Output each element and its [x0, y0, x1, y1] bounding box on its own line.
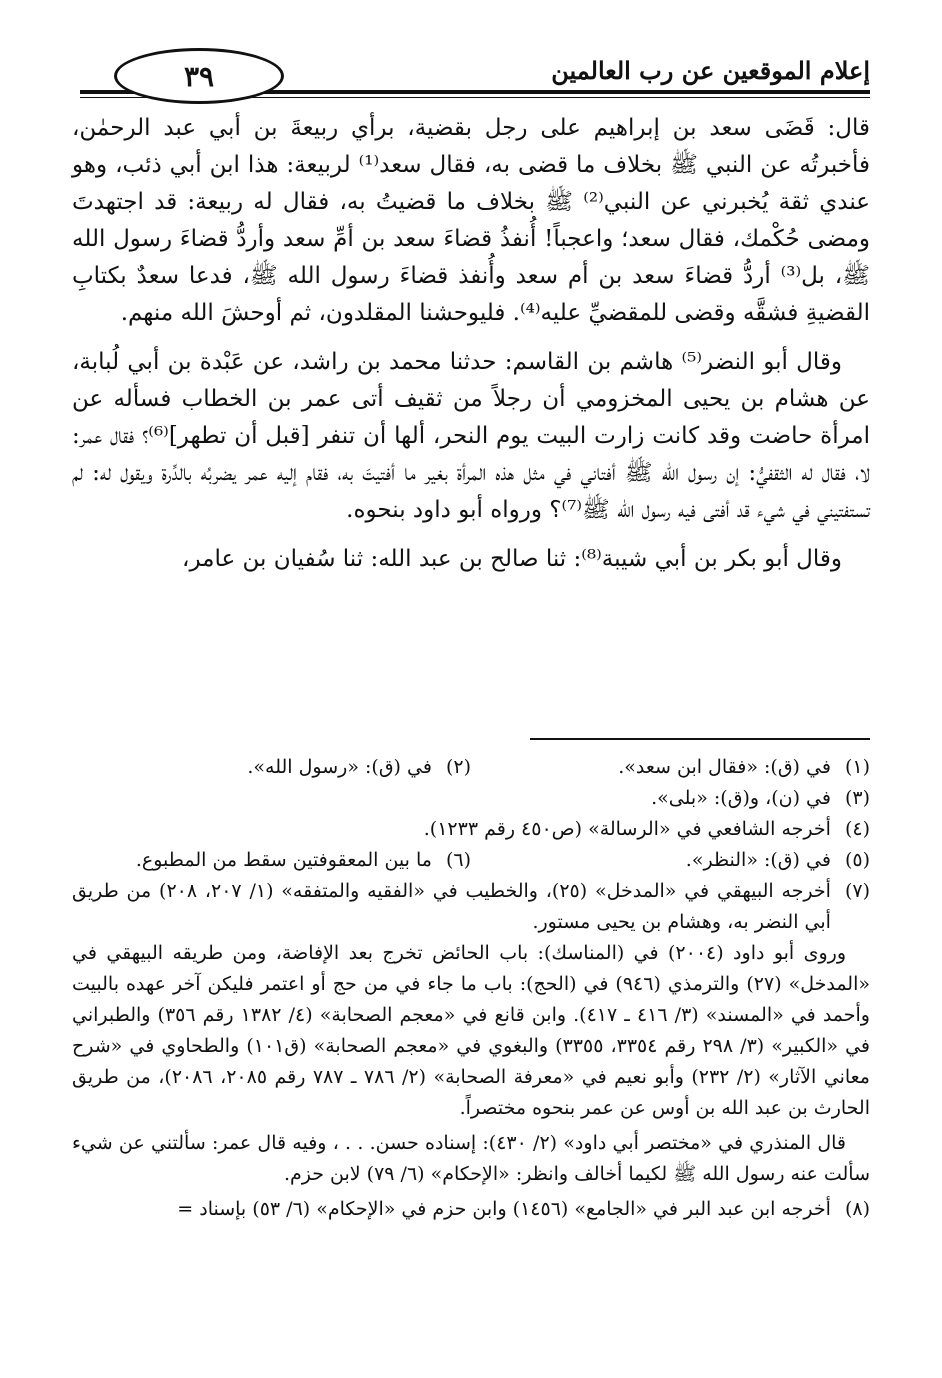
- footnote-1: [471, 752, 870, 783]
- footnote-text: في (ق): «رسول الله».: [247, 756, 432, 778]
- footnote-number: (١): [844, 756, 870, 778]
- footnote-number: (٦): [445, 849, 471, 871]
- footnote-row-5-6: [72, 845, 870, 876]
- footnote-text: أخرجه ابن عبد البر في «الجامع» (١٤٥٦) وابن حزم في «الإحكام» (٦/ ٥٣) بإسناد =: [177, 1198, 831, 1220]
- footnote-3: [72, 783, 870, 814]
- footnote-8: [72, 1194, 870, 1225]
- footnote-text: في (ن)، و(ق): «بلى».: [651, 787, 831, 809]
- footnote-number: (٢): [445, 756, 471, 778]
- footnote-6: [72, 845, 471, 876]
- footnote-text: ما بين المعقوفتين سقط من المطبوع.: [135, 849, 432, 871]
- footnote-number: (٥): [844, 849, 870, 871]
- footnote-7: [72, 876, 870, 938]
- footnote-text: في (ق): «النظر».: [685, 849, 831, 871]
- footnote-row-1-2: [72, 752, 870, 783]
- footnote-text: أخرجه البيهقي في «المدخل» (٢٥)، والخطيب في «الفقيه والمتفقه» (١/ ٢٠٧، ٢٠٨) من طريق أبي النضر به، وهشام بن يحيى مستور.: [72, 880, 831, 933]
- page-header: [80, 42, 870, 104]
- paragraph-2: وقال أبو النضر⁽⁵⁾ هاشم بن القاسم: حدثنا محمد بن راشد، عن عَبْدة بن أبي لُبابة، عن هشام بن يحيى المخزومي أن رجلاً من ثقيف أتى عمر بن الخطاب فسأله عن امرأة حاضت وقد كانت زارت البيت يوم النحر، ألها أن تنفر [قبل أن تطهر]⁽⁶⁾؟ فقال عمر: لا، فقال له الثقفيُّ: إن رسول الله ﷺ أفتاني في مثل هذه المرأة بغير ما أفتيتَ به، فقام إليه عمر يضربُه بالدِّرة ويقول له: لم تستفتيني في شيء قد أفتى فيه رسول الله ﷺ⁽⁷⁾؟ ورواه أبو داود بنحوه.: [72, 349, 870, 523]
- footnote-text: في (ق): «فقال ابن سعد».: [618, 756, 831, 778]
- footnote-number: (٨): [844, 1198, 870, 1220]
- footnote-2: [72, 752, 471, 783]
- footnote-4: [72, 814, 870, 845]
- footnote-text: أخرجه الشافعي في «الرسالة» (ص٤٥٠ رقم ١٢٣٣).: [423, 818, 831, 840]
- paragraph-1: قال: قَضَى سعد بن إبراهيم على رجل بقضية، برأي ربيعةَ بن أبي عبد الرحمٰن، فأخبرتُه عن النبي ﷺ بخلاف ما قضى به، فقال سعد⁽¹⁾ لربيعة: هذا ابن أبي ذئب، وهو عندي ثقة يُخبرني عن النبي⁽²⁾ ﷺ بخلاف ما قضيتُ به، فقال له ربيعة: قد اجتهدتَ ومضى حُكْمك، فقال سعد؛ واعجباً! أُنفذُ قضاءَ سعد بن أمِّ سعد وأردُّ قضاءَ رسول الله ﷺ، بل⁽³⁾ أردُّ قضاءَ سعد بن أم سعد وأُنفذ قضاءَ رسول الله ﷺ، فدعا سعدٌ بكتابِ القضيةِ فشقَّه وقضى للمقضيِّ عليه⁽⁴⁾. فليوحشنا المقلدون، ثم أوحشَ الله منهم.: [72, 115, 870, 326]
- footnote-number: (٣): [844, 787, 870, 809]
- footnote-number: (٧): [844, 880, 870, 902]
- main-text: [72, 110, 870, 590]
- footnote-5: [471, 845, 870, 876]
- page-number: ٣٩: [114, 48, 284, 104]
- footnote-separator: [530, 738, 870, 740]
- footnote-7-continuation: وروى أبو داود (٢٠٠٤) في (المناسك): باب الحائض تخرج بعد الإفاضة، ومن طريقه البيهقي في «المدخل» (٢٧) والترمذي (٩٤٦) في (الحج): باب ما جاء في من حج أو اعتمر فليكن آخر عهده بالبيت وأحمد في «المسند» (٣/ ٤١٦ ـ ٤١٧). وابن قانع في «معجم الصحابة» (٤/ ١٣٨٢ رقم ٣٥٦) والطبراني في «الكبير» (٣/ ٢٩٨ رقم ٣٣٥٤، ٣٣٥٥) والبغوي في «معجم الصحابة» (ق١٠١) والطحاوي في «شرح معاني الآثار» (٢/ ٢٣٢) وأبو نعيم في «معرفة الصحابة» (٢/ ٧٨٦ ـ ٧٨٧ رقم ٢٠٨٥، ٢٠٨٦)، من طريق الحارث بن عبد الله بن أوس عن عمر بنحوه مختصراً.: [72, 942, 870, 1119]
- footnotes: [72, 752, 870, 1225]
- footnote-7-continuation-2: قال المنذري في «مختصر أبي داود» (٢/ ٤٣٠): إسناده حسن. . . ، وفيه قال عمر: سألتني عن شيء سألت عنه رسول الله ﷺ لكيما أخالف وانظر: «الإحكام» (٦/ ٧٩) لابن حزم.: [72, 1132, 870, 1185]
- running-title: إعلام الموقعين عن رب العالمين: [551, 56, 870, 85]
- paragraph-3: وقال أبو بكر بن أبي شيبة⁽⁸⁾: ثنا صالح بن عبد الله: ثنا سُفيان بن عامر،: [182, 546, 842, 572]
- footnote-number: (٤): [844, 818, 870, 840]
